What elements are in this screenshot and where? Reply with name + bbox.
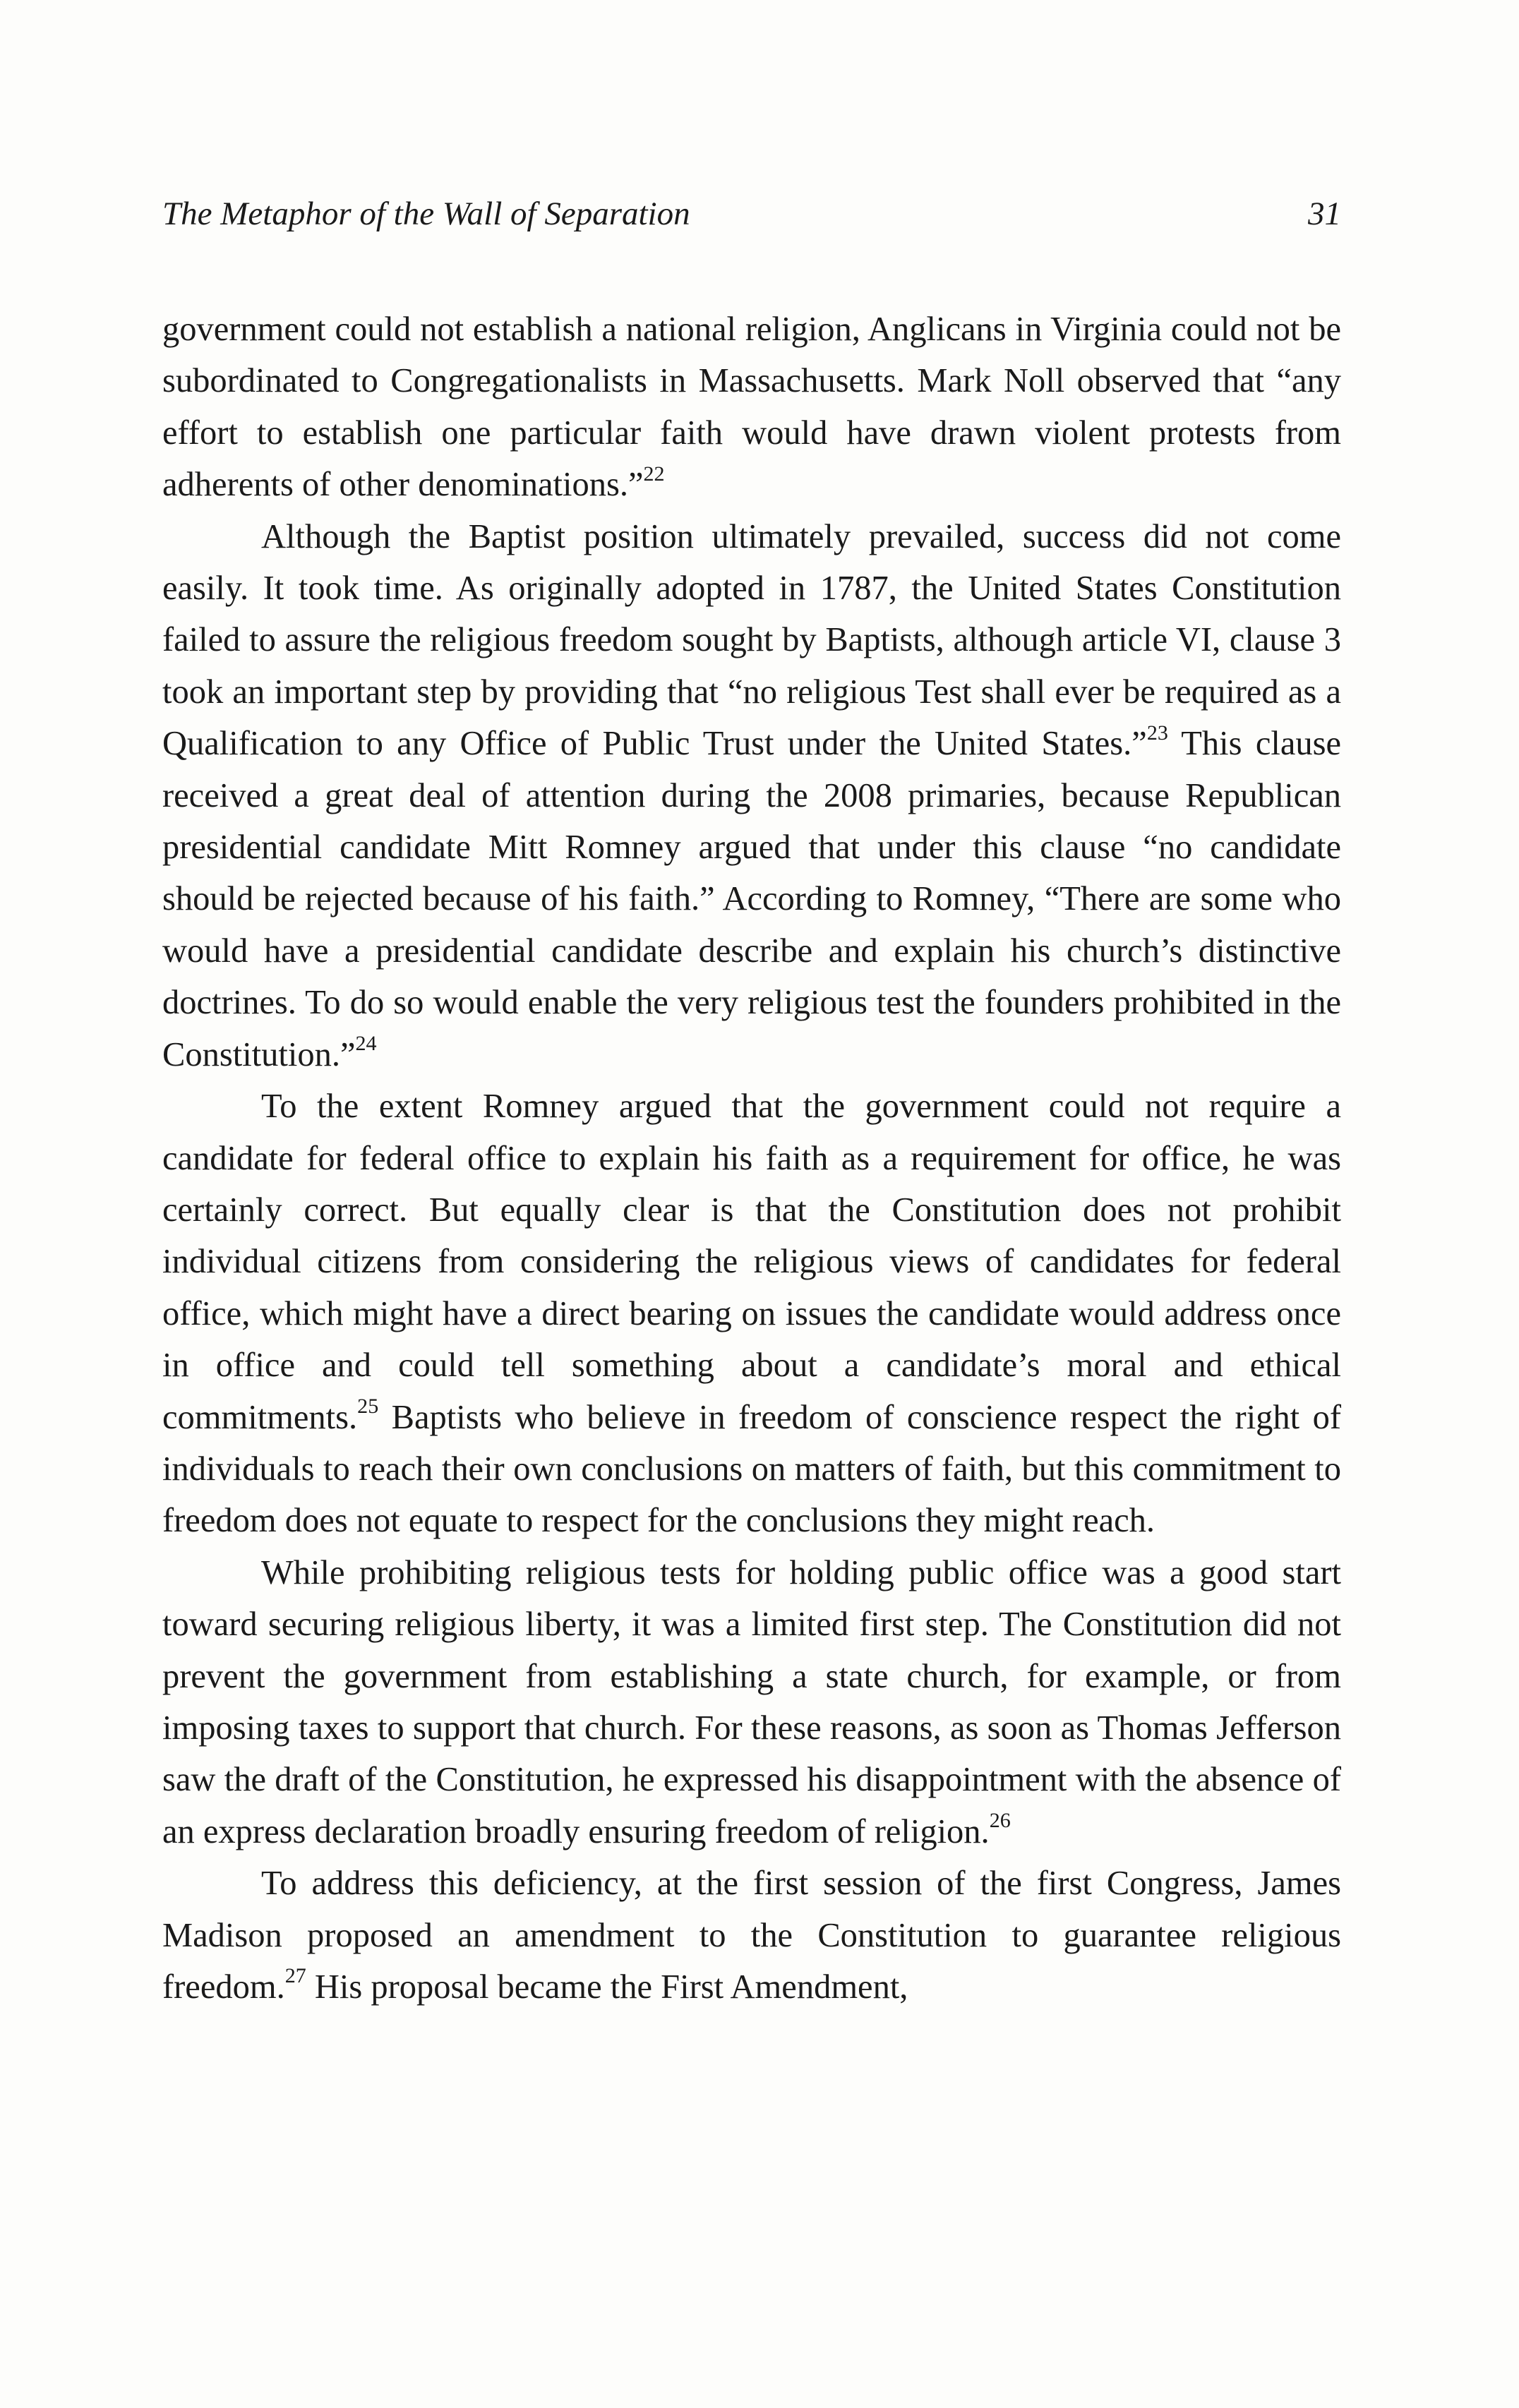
paragraph-text: To address this deficiency, at the first session of the first Congress, James Madison proposed an amendment to the Constitution to guarantee religious freedom. <box>162 1865 1341 2006</box>
paragraph <box>162 303 1341 511</box>
paragraph-text: To the extent Romney argued that the government could not require a candidate for federal office to explain his faith as a requirement for office, he was certainly correct. But equally clear is that the Constitution does not prohibit individual citizens from considering the religious views of candidates for federal office, which might have a direct bearing on issues the candidate would address once in office and could tell something about a candidate’s moral and ethical commitments. <box>162 1088 1341 1436</box>
footnote-marker: 22 <box>643 461 665 486</box>
footnote-marker: 27 <box>284 1963 306 1988</box>
paragraph-text: While prohibiting religious tests for holding public office was a good start toward securing religious liberty, it was a limited first step. The Constitution did not prevent the government from establishing a state church, for example, or from imposing taxes to support that church. For these reasons, as soon as Thomas Jefferson saw the draft of the Constitution, he expressed his disappointment with the absence of an express declaration broadly ensuring freedom of religion. <box>162 1553 1341 1850</box>
paragraph-text: This clause received a great deal of attention during the 2008 primaries, because Republican presidential candidate Mitt Romney argued that under this clause “no candidate should be rejected because of his faith.” According to Romney, “There are some who would have a presidential candidate describe and explain his church’s distinctive doctrines. To do so would enable the very religious test the founders prohibited in the Constitution.” <box>162 725 1341 1073</box>
running-head <box>162 189 1341 239</box>
paragraph <box>162 511 1341 1080</box>
page-number: 31 <box>1308 195 1341 232</box>
footnote-marker: 23 <box>1146 720 1168 745</box>
paragraph <box>162 1080 1341 1547</box>
footnote-marker: 26 <box>989 1808 1011 1833</box>
footnote-marker: 25 <box>357 1393 379 1418</box>
paragraph <box>162 1858 1341 2013</box>
paragraph-text: government could not establish a national religion, Anglicans in Virginia could not be subordinated to Congregationalists in Massachusetts. Mark Noll observed that “any effort to establish one particular faith would have drawn violent protests from adherents of other denominations.” <box>162 311 1341 504</box>
footnote-marker: 24 <box>355 1031 377 1056</box>
paragraph-text: Although the Baptist position ultimately prevailed, success did not come easily. It took time. As originally adopted in 1787, the United States Constitution failed to assure the religious freedom sought by Baptists, although article VI, clause 3 took an important step by providing that “no religious Test shall ever be required as a Qualification to any Office of Public Trust under the United States.” <box>162 517 1341 763</box>
paragraph <box>162 1547 1341 1858</box>
paragraph-text: His proposal became the First Amendment, <box>306 1968 908 2006</box>
paragraph-text: Baptists who believe in freedom of conscience respect the right of individuals to reach their own conclusions on matters of faith, but this commitment to freedom does not equate to respect for the conclusions they might reach. <box>162 1398 1341 1540</box>
body-text <box>162 303 1341 2013</box>
running-title: The Metaphor of the Wall of Separation <box>162 195 690 232</box>
